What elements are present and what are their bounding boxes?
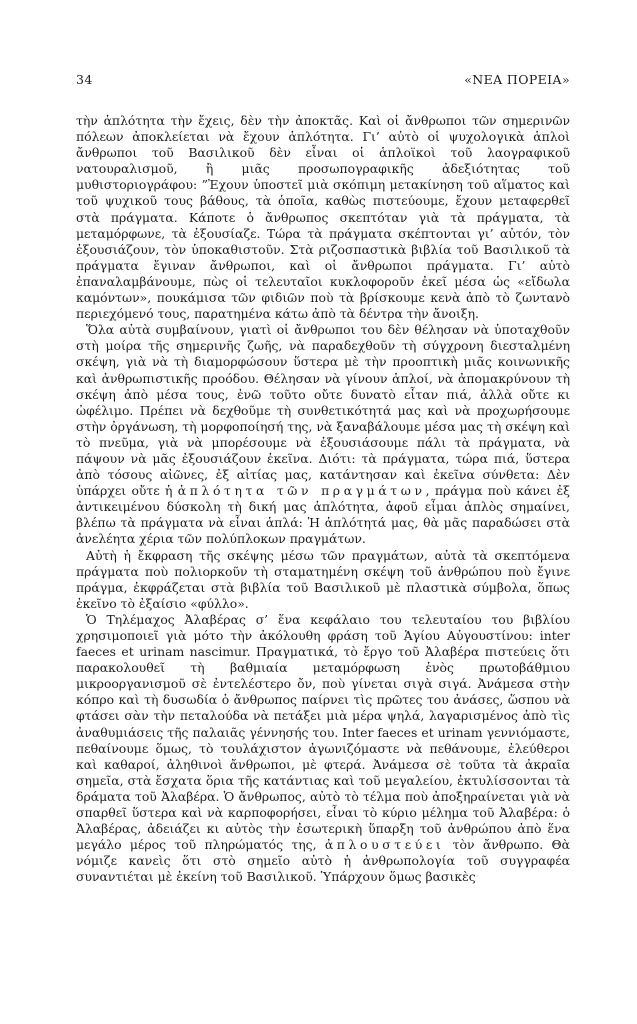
text-run: τὸν ἄνθρωπο. Θὰ νόμιζε κανεὶς ὅτι στὸ σημεῖο αὐτὸ ἡ ἀνθρωπολογία τοῦ συγγραφέα συναντιέται μὲ ἐκείνη τοῦ Βασιλικοῦ. Ὑπάρχουν ὅμως βασικὲς xyxy=(76,837,570,885)
text-run: Αὐτὴ ἡ ἔκφραση τῆς σκέψης μέσω τῶν πραγμάτων, αὐτὰ τὰ σκεπτόμενα πράγματα ποὺ πολιορκοῦν τὴ σταματημένη σκέψη τοῦ ἀνθρώπου ποὺ ἔγινε πράγμα, ἐκφράζεται στὰ βιβλία τοῦ Βασιλικοῦ μὲ πλαστικὰ σύμβολα, ὅπως ἐκεῖνο τὸ ἐξαίσιο «φύλλο». xyxy=(76,547,570,611)
spaced-emphasis: ἁπλότητα τῶν πραγμάτων xyxy=(177,483,426,499)
paragraph xyxy=(76,113,570,322)
running-header xyxy=(76,72,570,87)
body-text xyxy=(76,113,570,886)
paragraph xyxy=(76,612,570,886)
text-run: τὴν ἁπλότητα τὴν ἔχεις, δὲν τὴν ἀποκτᾶς. Καὶ οἱ ἄνθρωποι τῶν σημερινῶν πόλεων ἀποκλείεται νὰ ἔχουν ἁπλότητα. Γι’ αὐτὸ οἱ ψυχολογικὰ ἁπλοὶ ἄνθρωποι τοῦ Βασιλικοῦ δὲν εἶναι οἱ ἁπλοϊκοὶ τοῦ λαογραφικοῦ νατουραλισμοῦ, ἢ μιᾶς προσωπογραφικῆς ἀδεξιότητας τοῦ μυθιστοριογράφου: ”Ἐχουν ὑποστεῖ μιὰ σκόπιμη μετακίνηση τοῦ αἵματος καὶ τοῦ ψυχικοῦ τους βάθους, τὰ ὁποῖα, καθὼς πιστεύουμε, ἔχουν μεταφερθεῖ στὰ πράγματα. Κάποτε ὁ ἄνθρωπος σκεπτόταν γιὰ τὰ πράγματα, τὰ μεταμόρφωνε, τὰ ἐξουσίαζε. Τώρα τὰ πράγματα σκέπτονται γι’ αὐτόν, τὸν ἐξουσιάζουν, τὸν ὑποκαθιστοῦν. Στὰ ριζοσπαστικὰ βιβλία τοῦ Βασιλικοῦ τὰ πράγματα ἔγιναν ἄνθρωποι, καὶ οἱ ἄνθρωποι πράγματα. Γι’ αὐτὸ ἐπαναλαμβάνουμε, πὼς οἱ τελευταῖοι κυκλοφοροῦν ἐκεῖ μέσα ὡς «εἴδωλα καμόντων», πουκάμισα τῶν φιδιῶν ποὺ τὰ βρίσκουμε κενὰ ἀπὸ τὸ ζωντανὸ περιεχόμενό τους, παρατημένα κάτω ἀπὸ τὰ δέντρα τὴν ἄνοιξη. xyxy=(76,113,570,322)
journal-title: «ΝΕΑ ΠΟΡΕΙΑ» xyxy=(464,72,570,87)
paragraph xyxy=(76,548,570,612)
page xyxy=(76,72,570,886)
paragraph xyxy=(76,322,570,547)
text-run: Ὁ Τηλέμαχος Ἀλαβέρας σ’ ἕνα κεφάλαιο του τελευταίου του βιβλίου χρησιμοποιεῖ γιὰ μότο τὴν ἀκόλουθη φράση τοῦ Ἁγίου Αὐγουστίνου: inter faeces et urinam nascimur. Πραγματικά, τὸ ἔργο τοῦ Ἀλαβέρα πιστεύεις ὅτι παρακολουθεῖ τὴ βαθμιαία μεταμόρφωση ἑνὸς πρωτοβάθμιου μικροοργανισμοῦ σὲ ἐντελέστερο ὄν, ποὺ γίνεται σιγὰ σιγά. Ἀνάμεσα στὴν κόπρο καὶ τὴ δυσωδία ὁ ἄνθρωπος παίρνει τὶς πρῶτες του ἀνάσες, ὥσπου νὰ φτάσει σὰν τὴν πεταλούδα νὰ πετάξει μιὰ μέρα ψηλά, λαγαρισμένος ἀπὸ τὶς ἀναθυμιάσεις τῆς παλαιᾶς γέννησής του. Inter faeces et urinam γεννιόμαστε, πεθαίνουμε ὅμως, τὸ τουλάχιστον ἀγωνιζόμαστε νὰ πεθάνουμε, ἐλεύθεροι καὶ καθαροί, ἀληθινοὶ ἄνθρωποι, μὲ φτερά. Ἀνάμεσα σὲ τοῦτα τὰ ἀκραῖα σημεῖα, στὰ ἔσχατα ὅρια τῆς κατάντιας καὶ τοῦ μεγαλείου, ἐκτυλίσσονται τὰ δράματα τοῦ Ἀλαβέρα. Ὁ ἄνθρωπος, αὐτὸ τὸ τέλμα ποὺ ἀποξηραίνεται γιὰ νὰ σπαρθεῖ ὕστερα καὶ νὰ καρποφορήσει, εἶναι τὸ κύριο μέλημα τοῦ Ἀλαβέρα: ὁ Ἀλαβέρας, ἀδειάζει κι αὐτὸς τὴν ἐσωτερικὴ ὕπαρξη τοῦ ἀνθρώπου ἀπὸ ἕνα μεγάλο μέρος τοῦ πληρώματός της, xyxy=(76,611,570,853)
spaced-emphasis: ἀπλουστεύει xyxy=(324,837,445,853)
page-number: 34 xyxy=(76,72,93,87)
text-run: Ὅλα αὐτὰ συμβαίνουν, γιατὶ οἱ ἄνθρωποι του δὲν θέλησαν νὰ ὑποταχθοῦν στὴ μοίρα τῆς σημερινῆς ζωῆς, νὰ παραδεχθοῦν τὴ σύγχρονη διεσταλμένη σκέψη, γιὰ νὰ τὴ διαμορφώσουν ὕστερα μὲ τὴν προοπτικὴ μιᾶς κοινωνικῆς καὶ ἀνθρωπιστικῆς προόδου. Θέλησαν νὰ γίνουν ἁπλοί, νὰ ἀπομακρύνουν τὴ σκέψη ἀπὸ μέσα τους, ἐνῶ τοῦτο οὔτε δυνατὸ εἶταν πιά, ἀλλὰ οὔτε κι ὠφέλιμο. Πρέπει νὰ δεχθοῦμε τὴ συνθετικότητά μας καὶ νὰ προχωρήσουμε στὴν ὀργάνωση, τὴ μορφοποίησή της, νὰ ξαναβάλουμε μέσα μας τὴ σκέψη καὶ τὸ πνεῦμα, γιὰ νὰ μπορέσουμε νὰ ἐξουσιάσουμε πάλι τὰ πράγματα, νὰ πάψουν νὰ μᾶς ἐξουσιάζουν ἐκεῖνα. Διότι: τὰ πράγματα, τώρα πιά, ὕστερα ἀπὸ τόσους αἰῶνες, ἐξ αἰτίας μας, κατάντησαν καὶ ἐκεῖνα σύνθετα: Δὲν ὑπάρχει οὔτε ἡ xyxy=(76,322,570,499)
text-run: , πράγμα ποὺ κάνει ἐξ ἀντικειμένου δύσκολη τὴ δική μας ἁπλότητα, ἀφοῦ εἶμαι ἁπλὸς σημαίνει, βλέπω τὰ πράγματα νὰ εἶναι ἁπλά: Ἡ ἁπλότητά μας, θὰ μᾶς παραδώσει στὰ ἀνελέητα χέρια τῶν πολύπλοκων πραγμάτων. xyxy=(76,483,570,547)
